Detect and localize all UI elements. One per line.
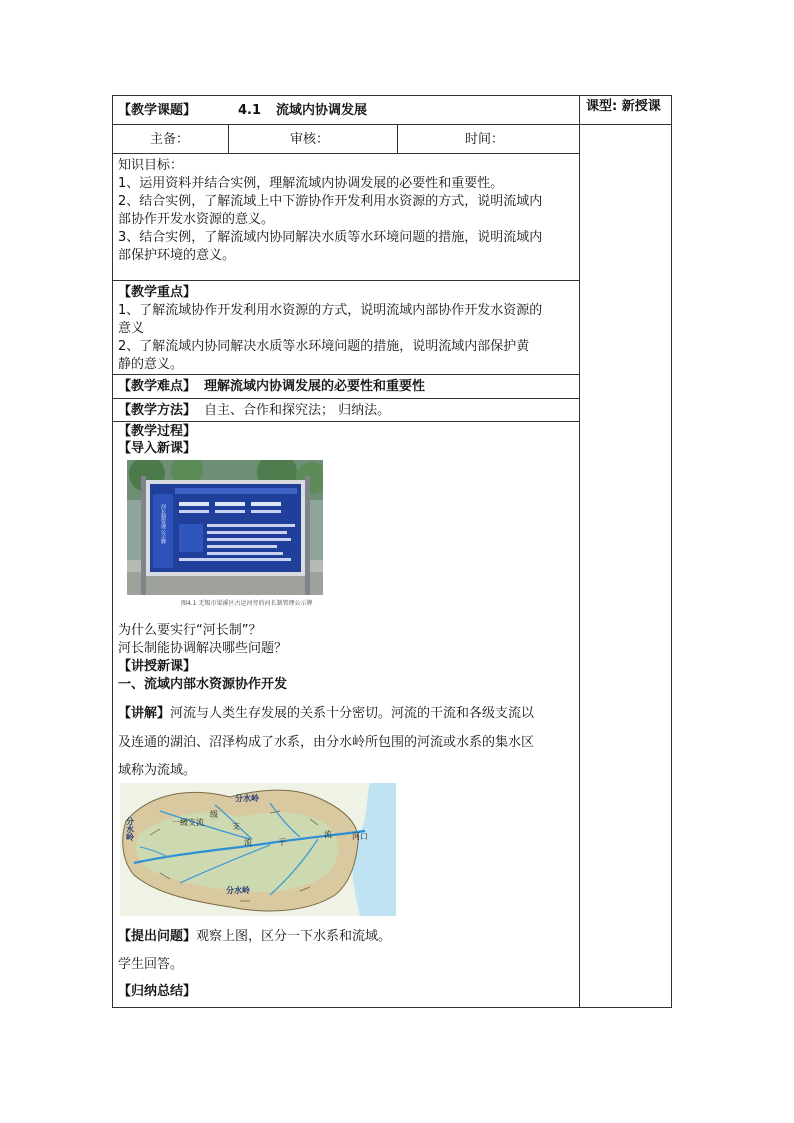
intro-question: 为什么要实行“河长制”？ [118,623,262,638]
row-divider [112,280,579,281]
intro-heading: 【导入新课】 [118,441,197,456]
key-points-heading: 【教学重点】 [118,285,197,300]
watershed-diagram [120,783,396,916]
time-label: 时间： [465,132,505,147]
methods-text: 自主、合作和探究法； 归纳法。 [204,403,391,418]
cell-divider [397,124,398,153]
row-divider [112,153,579,154]
row-divider [579,124,672,125]
question-line: 【提出问题】观察上图，区分一下水系和流域。 [118,929,392,944]
map-label-divide-bottom: 分水岭 [226,886,250,895]
objectives-heading: 知识目标： [118,158,184,173]
lesson-number: 4.1 [238,103,262,118]
methods-label: 【教学方法】 [118,403,197,418]
explain-label: 【讲解】 [118,706,171,721]
key-point-line: 1、了解流域协作开发利用水资源的方式，说明流域内部协作开发水资源的 [118,303,543,318]
map-label-liu1: 流 [244,838,252,847]
river-chief-board-photo [127,460,323,595]
row-divider [112,398,579,399]
summary-heading: 【归纳总结】 [118,984,197,999]
objective-line: 1、运用资料并结合实例，理解流域内协调发展的必要性和重要性。 [118,176,504,191]
cell-divider [228,124,229,153]
process-heading: 【教学过程】 [118,424,197,439]
objective-line: 2、结合实例，了解流域上中下游协作开发利用水资源的方式，说明流域内 [118,194,543,209]
intro-question: 河长制能协调解决哪些问题？ [118,641,288,656]
student-answer: 学生回答。 [118,957,184,972]
question-label: 【提出问题】 [118,929,197,944]
objective-line: 部协作开发水资源的意义。 [118,212,275,227]
map-label-gan: 干 [278,838,286,847]
objective-line: 3、结合实例，了解流域内协同解决水质等水环境问题的措施，说明流域内 [118,230,543,245]
objective-line: 部保护环境的意义。 [118,248,236,263]
lesson-type: 课型: 新授课 [586,99,661,114]
title-label: 【教学课题】 [118,103,197,118]
explain-line: 域称为流域。 [118,763,197,778]
map-label-liu2: 流 [324,830,332,839]
map-label-divide-top: 分水岭 [235,794,259,803]
map-label-divide-left: 分水岭 [125,817,135,841]
map-label-estuary: 河口 [352,832,368,841]
difficulty-label: 【教学难点】 [118,379,197,394]
key-point-line: 2、了解流域内协同解决水质等水环境问题的措施，说明流域内部保护黄 [118,339,530,354]
new-lesson-heading: 【讲授新课】 [118,659,197,674]
sign-title-text: 河长制管理公示牌 [160,504,166,544]
lesson-title: 流域内协调发展 [276,103,368,118]
row-divider [112,421,579,422]
photo-caption: 图4.1 无锡市梁溪区古运河旁的河长制管理公示牌 [181,600,313,607]
lesson-type-column [579,95,672,1008]
section-title: 一、流域内部水资源协作开发 [118,677,288,692]
row-divider [112,374,579,375]
key-point-line: 静的意义。 [118,357,184,372]
reviewer-label: 审核： [290,132,330,147]
map-label-first-tributary: 一级支流 [172,818,204,827]
row-divider [112,124,579,125]
map-label-zhi: 支 [232,822,240,831]
map-label-ji: 级 [210,810,218,819]
difficulty-text: 理解流域内协调发展的必要性和重要性 [204,379,426,394]
explain-line: 【讲解】河流与人类生存发展的关系十分密切。河流的干流和各级支流以 [118,706,535,721]
explain-line: 及连通的湖泊、沼泽构成了水系，由分水岭所包围的河流或水系的集水区 [118,735,535,750]
key-point-line: 意义 [118,321,145,336]
preparer-label: 主备： [150,132,190,147]
